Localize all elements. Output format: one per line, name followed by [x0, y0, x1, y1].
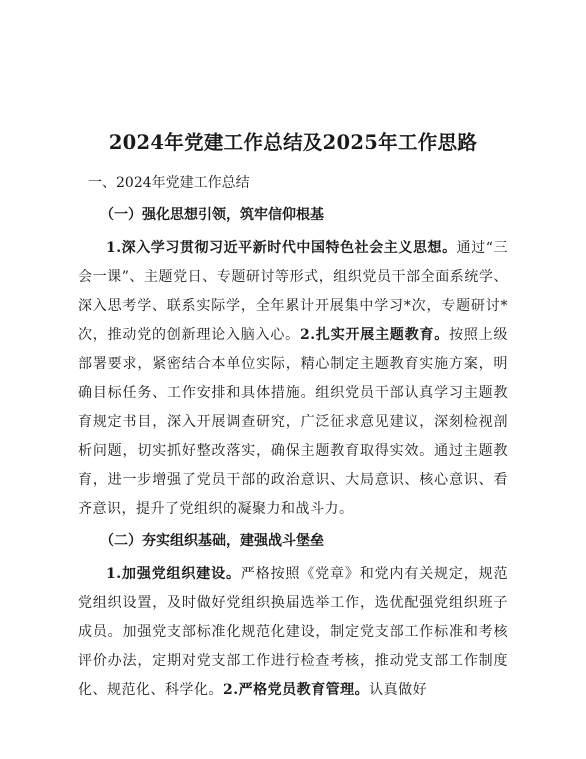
paragraph-lead: 2.严格党员教育管理。 — [223, 682, 370, 698]
paragraph-lead: 1.深入学习贯彻习近平新时代中国特色社会主义思想。 — [106, 240, 457, 256]
paragraph-text: 认真做好 — [369, 682, 428, 698]
paragraph-org-building — [78, 560, 508, 705]
paragraph-lead: 2.扎实开展主题教育。 — [300, 327, 450, 343]
paragraph-text: 按照上级部署要求，紧密结合本单位实际，精心制定主题教育实施方案，明确目标任务、工作安排和具体措施。组织党员干部认真学习主题教育规定书目，深入开展调查研究，广泛征求意见建议，深刻检视剖析问题，切实抓好整改落实，确保主题教育取得实效。通过主题教育，进一步增强了党员干部的政治意识、大局意识、核心意识、看齐意识，提升了党组织的凝聚力和战斗力。 — [78, 327, 509, 517]
paragraph-lead: 1.加强党组织建设。 — [106, 566, 241, 582]
subsection-heading-2: （二）夯实组织基础，建强战斗堡垒 — [100, 533, 324, 549]
paragraph-study-theory — [78, 234, 508, 524]
section-heading: 一、2024年党建工作总结 — [88, 175, 250, 191]
paragraph-text: 严格按照《党章》和党内有关规定，规范党组织设置，及时做好党组织换届选举工作，选优配强党组织班子成员。加强党支部标准化规范化建设，制定党支部工作标准和考核评价办法，定期对党支部工作进行检查考核，推动党支部工作制度化、规范化、科学化。 — [78, 566, 509, 698]
document-title: 2024年党建工作总结及2025年工作思路 — [108, 131, 478, 154]
subsection-heading-1: （一）强化思想引领，筑牢信仰根基 — [100, 207, 324, 223]
paragraph-text: 通过“三会一课”、主题党日、专题研讨等形式，组织党员干部全面系统学、深入思考学、联系实际学，全年累计开展集中学习*次，专题研讨*次，推动党的创新理论入脑入心。 — [78, 240, 508, 343]
